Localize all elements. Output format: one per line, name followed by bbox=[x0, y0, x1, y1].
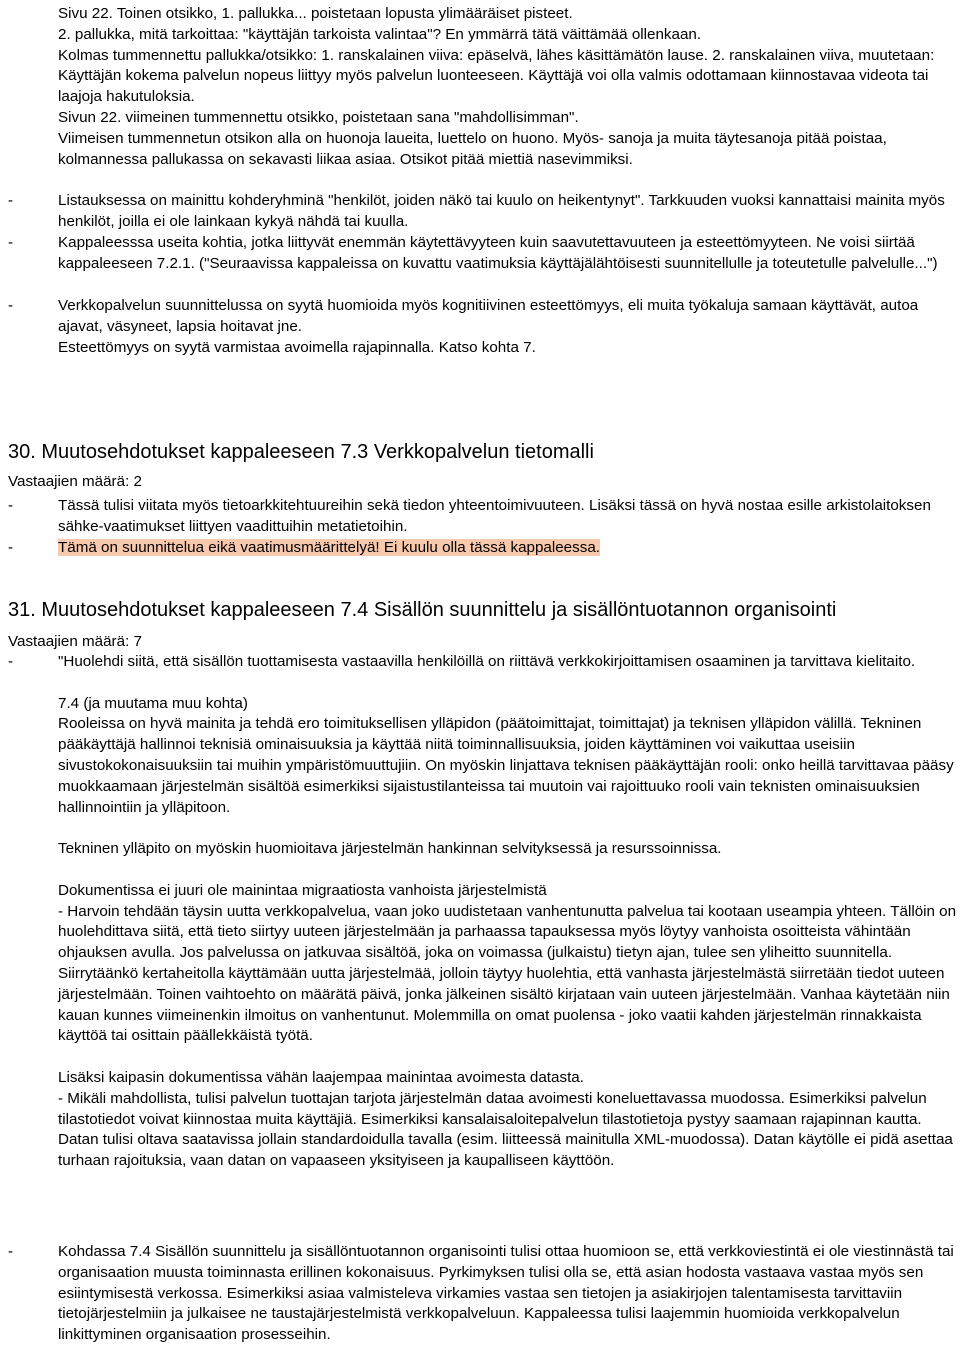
list-item-text: "Huolehdi siitä, että sisällön tuottamisesta vastaavilla henkilöillä on riittävä verkkokirjoittamisen osaaminen ja tarvittava kielitaito. bbox=[58, 653, 916, 670]
bullet-dash: - bbox=[8, 539, 14, 556]
list-item-extra: Esteettömyys on syytä varmistaa avoimella rajapinnalla. Katso kohta 7. bbox=[58, 338, 536, 356]
intro-line: 2. pallukka, mitä tarkoittaa: "käyttäjän tarkoista valintaa"? En ymmärrä tätä väittämää ollenkaan. bbox=[58, 25, 702, 43]
list-item-text: Kohdassa 7.4 Sisällön suunnittelu ja sisällöntuotannon organisointi tulisi ottaa huomioon se, että verkkoviestintä ei ole viestinnästä tai organisaation muusta toiminnasta erillinen kokonaisuus. Pyrkimyksen tulisi olla se, että asian hodosta vastaava vastaa myös sen esiintymisestä verkossa. Esimerkiksi asiaa valmisteleva virkamies vastaa sen tietojen ja asiakirjojen talentamisesta tarvittaviin tietojärjestelmiin ja julkaisee ne taustajärjestelmistä verkkopalveluun. Kappaleessa tulisi laajemmin huomioida verkkopalvelun linkittyminen organisaation prosesseihin. bbox=[58, 1243, 954, 1344]
paragraph-reference: 7.4 (ja muutama muu kohta) bbox=[58, 694, 248, 712]
intro-line: Sivun 22. viimeinen tummennettu otsikko, poistetaan sana "mahdollisimman". bbox=[58, 108, 579, 126]
respondent-count: Vastaajien määrä: 2 bbox=[8, 473, 142, 490]
bullet-dash: - bbox=[8, 1243, 14, 1260]
paragraph-technical: Tekninen ylläpito on myöskin huomioitava järjestelmän hankinnan selvityksessä ja resurssoinnissa. bbox=[58, 840, 722, 858]
section-heading: 30. Muutosehdotukset kappaleeseen 7.3 Verkkopalvelun tietomalli bbox=[8, 441, 594, 463]
list-item-text: Kappaleesssa useita kohtia, jotka liittyvät enemmän käytettävyyteen kuin saavutettavuuteen ja esteettömyyteen. Ne voisi siirtää kappaleeseen 7.2.1. ("Seuraavissa kappaleissa on kuvattu vaatimuksia käyttäjälähtöisesti suunnitellulle ja toteutetulle palvelulle...") bbox=[58, 234, 938, 272]
list-item bbox=[0, 1242, 958, 1346]
bullet-dash: - bbox=[8, 192, 14, 209]
bullet-dash: - bbox=[8, 653, 14, 670]
paragraph-open-data: - Mikäli mahdollista, tulisi palvelun tuottajan tarjota järjestelmän dataa avoimesti koneluettavassa muodossa. Esimerkiksi palvelun tilastotiedot voivat kiinnostaa muita käyttäjiä. Esimerkiksi kansalaisaloitepalvelun tilastotietoja pystyy saamaan rajapinnan kautta. Datan tulisi oltava saatavissa jollain standardoidulla tavalla (esim. liitteessä mainitulla XML-muodossa). Datan käytölle ei pidä asettaa turhaan rajoituksia, vaan datan on vapaaseen yksityiseen ja kaupalliseen käyttöön. bbox=[58, 1089, 953, 1170]
paragraph-open-data-title: Lisäksi kaipasin dokumentissa vähän laajempaa mainintaa avoimesta datasta. bbox=[58, 1068, 584, 1086]
bullet-dash: - bbox=[8, 234, 14, 251]
intro-line: Sivu 22. Toinen otsikko, 1. pallukka... poistetaan lopusta ylimääräiset pisteet. bbox=[58, 5, 573, 22]
section-heading: 31. Muutosehdotukset kappaleeseen 7.4 Sisällön suunnittelu ja sisällöntuotannon organisointi bbox=[8, 599, 837, 621]
paragraph-migration: - Harvoin tehdään täysin uutta verkkopalvelua, vaan joko uudistetaan vanhentunutta palvelua tai kootaan useampia yhteen. Tällöin on huolehdittava siitä, että tieto siirtyy uuteen järjestelmään ja parhaassa tapauksessa myös löytyy vanhoista osoitteista vähintään ohjauksen avulla. Jos palvelussa on jatkuvaa sisältöä, joka on voimassa (julkaistu) tietyn ajan, tulee sen yliheitto suunnitella. Siirrytäänkö kertaheitolla käyttämään uutta järjestelmää, jolloin täytyy huolehtia, että vanhasta järjestelmästä siirretään tiedot uuteen järjestelmään. Toinen vaihtoehto on määrätä päivä, jonka jälkeinen sisältö kirjataan vain uuteen järjestelmään. Vanhaa käytetään niin kauan kunnes viimeinenkin ilmoitus on vanhentunut. Molemmilla on omat puolensa - joko vaatii kahden järjestelmän rinnakkaista käyttöä tai osittain päällekkäistä työtä. bbox=[58, 902, 957, 1045]
bullet-dash: - bbox=[8, 297, 14, 314]
paragraph-roles: Rooleissa on hyvä mainita ja tehdä ero toimituksellisen ylläpidon (päätoimittajat, toimittajat) ja teknisen ylläpidon välillä. Tekninen pääkäyttäjä hallinnoi teknisiä ominaisuuksia ja käyttää niitä toiminnallisuuksia, joiden käyttäminen voi vaikuttaa useisiin sivustokokonaisuuksiin tai muihin ympäristömuuttujiin. On myöskin linjattava teknisen pääkäyttäjän rooli: onko heillä tarvittavaa pääsy muokkaamaan järjestelmän sisältöä esimerkiksi sijaistustilanteissa tai muutoin vai rajoittuuko rooli vain teknisten ominaisuuksien hallinnointiin ja ylläpitoon. bbox=[58, 715, 954, 816]
list-item bbox=[0, 191, 958, 233]
intro-line: Viimeisen tummennetun otsikon alla on huonoja laueita, luettelo on huono. Myös- sanoja ja muita täytesanoja pitää poistaa, kolmannessa pallukassa on sekavasti liikaa asiaa. Otsikot pitää miettiä nasevimmiksi. bbox=[58, 129, 887, 168]
list-item bbox=[0, 233, 958, 275]
intro-line: Kolmas tummennettu pallukka/otsikko: 1. ranskalainen viiva: epäselvä, lähes käsittämätön lause. 2. ranskalainen viiva, muutetaan: Käyttäjän kokema palvelun nopeus liittyy myös palvelun luonteeseen. Käyttäjä voi olla valmis odottamaan kiinnostavaa videota tai laajoja hakutuloksia. bbox=[58, 46, 935, 106]
bullet-dash: - bbox=[8, 497, 14, 514]
list-item-text: Verkkopalvelun suunnittelussa on syytä huomioida myös kognitiivinen esteettömyys, eli muita työkaluja samaan käyttävät, autoa ajavat, väsyneet, lapsia hoitavat jne. bbox=[58, 297, 919, 335]
list-item bbox=[0, 296, 958, 358]
intro-block bbox=[58, 4, 958, 170]
list-item bbox=[0, 538, 958, 559]
list-item bbox=[0, 496, 958, 538]
respondent-count: Vastaajien määrä: 7 bbox=[8, 633, 142, 650]
paragraph-migration-title: Dokumentissa ei juuri ole mainintaa migraatiosta vanhoista järjestelmistä bbox=[58, 881, 547, 899]
list-item-text: Tässä tulisi viitata myös tietoarkkitehtuureihin sekä tiedon yhteentoimivuuteen. Lisäksi tässä on hyvä nostaa esille arkistolaitoksen sähke-vaatimukset liittyen vaadittuihin metatietoihin. bbox=[58, 497, 931, 535]
list-item bbox=[0, 652, 958, 1172]
highlighted-comment: Tämä on suunnittelua eikä vaatimusmäärittelyä! Ei kuulu olla tässä kappaleessa. bbox=[58, 539, 600, 556]
list-item-text: Listauksessa on mainittu kohderyhminä "henkilöt, joiden näkö tai kuulo on heikentynyt". Tarkkuuden vuoksi kannattaisi mainita myös henkilöt, joilla ei ole lainkaan kykyä nähdä tai kuulla. bbox=[58, 192, 945, 230]
